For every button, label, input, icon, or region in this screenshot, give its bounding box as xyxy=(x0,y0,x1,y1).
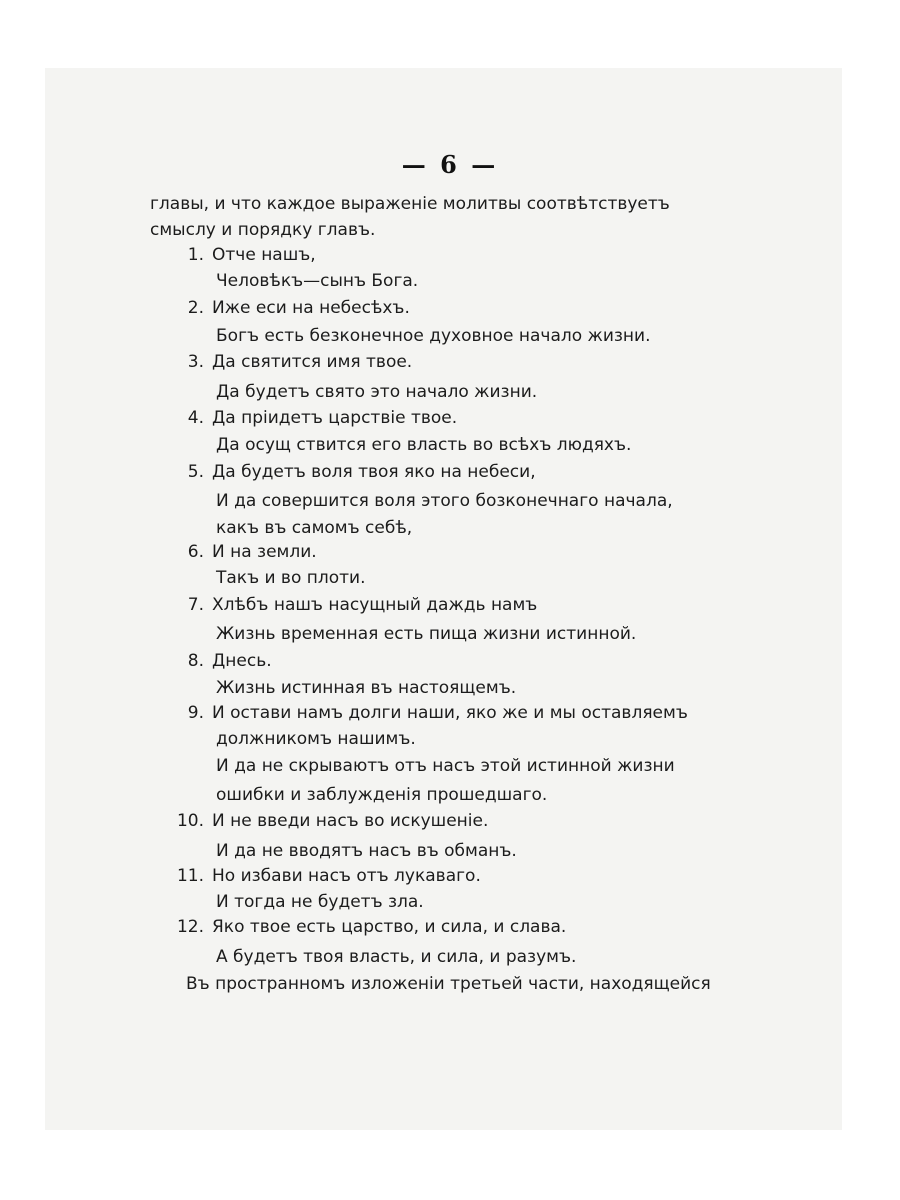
list-item-explanation: Человѣкъ—сынъ Бога. xyxy=(216,271,419,291)
list-item-petition xyxy=(168,810,488,832)
item-number: 5. xyxy=(187,462,204,482)
intro-line: главы, и что каждое выраженіе молитвы соотвѣтствуетъ xyxy=(150,194,670,214)
list-item-petition xyxy=(168,541,317,563)
petition-text: Да святится имя твое. xyxy=(212,352,413,372)
list-item-explanation: Да осущ ствится его власть во всѣхъ людяхъ. xyxy=(216,435,632,455)
list-item-explanation: И да совершится воля этого бозконечнаго начала, xyxy=(216,491,673,511)
list-item-explanation: Да будетъ свято это начало жизни. xyxy=(216,382,538,402)
petition-text: Отче нашъ, xyxy=(212,245,316,265)
list-item-explanation: ошибки и заблужденія прошедшаго. xyxy=(216,785,548,805)
item-number: 9. xyxy=(187,703,204,723)
list-item-petition xyxy=(168,244,316,266)
item-number: 2. xyxy=(187,298,204,318)
list-item-petition xyxy=(168,594,537,616)
list-item-petition xyxy=(168,865,481,887)
list-item-petition xyxy=(168,702,688,724)
item-number: 7. xyxy=(187,595,204,615)
list-item-explanation: Жизнь временная есть пища жизни истинной. xyxy=(216,624,637,644)
list-item-petition-cont: должникомъ нашимъ. xyxy=(216,729,416,749)
page-number: — 6 — xyxy=(401,150,499,179)
list-item-explanation: И тогда не будетъ зла. xyxy=(216,892,424,912)
petition-text: Хлѣбъ нашъ насущный даждь намъ xyxy=(212,595,538,615)
item-number: 4. xyxy=(187,408,204,428)
closing-line: Въ пространномъ изложеніи третьей части, находящейся xyxy=(186,974,711,994)
list-item-explanation: Богъ есть безконечное духовное начало жизни. xyxy=(216,326,651,346)
petition-text: Яко твое есть царство, и сила, и слава. xyxy=(212,917,567,937)
list-item-petition xyxy=(168,297,410,319)
item-number: 3. xyxy=(187,352,204,372)
petition-text: Да пріидетъ царствіе твое. xyxy=(212,408,458,428)
list-item-petition xyxy=(168,650,272,672)
item-number: 8. xyxy=(187,651,204,671)
list-item-petition xyxy=(168,461,536,483)
list-item-explanation: какъ въ самомъ себѣ, xyxy=(216,518,413,538)
petition-text: Иже еси на небесѣхъ. xyxy=(212,298,410,318)
petition-text: Днесь. xyxy=(212,651,272,671)
intro-line: смыслу и порядку главъ. xyxy=(150,220,376,240)
petition-text: Но избави насъ отъ лукаваго. xyxy=(212,866,481,886)
list-item-petition xyxy=(168,916,566,938)
list-item-explanation: Жизнь истинная въ настоящемъ. xyxy=(216,678,517,698)
petition-text: Да будетъ воля твоя яко на небеси, xyxy=(212,462,536,482)
item-number: 11. xyxy=(176,866,204,886)
list-item-explanation: И да не скрываютъ отъ насъ этой истинной жизни xyxy=(216,756,675,776)
petition-text: И на земли. xyxy=(212,542,317,562)
list-item-explanation: И да не вводятъ насъ въ обманъ. xyxy=(216,841,517,861)
petition-text: И остави намъ долги наши, яко же и мы оставляемъ xyxy=(212,703,688,723)
item-number: 10. xyxy=(176,811,204,831)
list-item-petition xyxy=(168,351,412,373)
list-item-explanation: А будетъ твоя власть, и сила, и разумъ. xyxy=(216,947,577,967)
item-number: 6. xyxy=(187,542,204,562)
item-number: 1. xyxy=(187,245,204,265)
list-item-petition xyxy=(168,407,457,429)
item-number: 12. xyxy=(176,917,204,937)
list-item-explanation: Такъ и во плоти. xyxy=(216,568,366,588)
petition-text: И не введи насъ во искушеніе. xyxy=(212,811,489,831)
